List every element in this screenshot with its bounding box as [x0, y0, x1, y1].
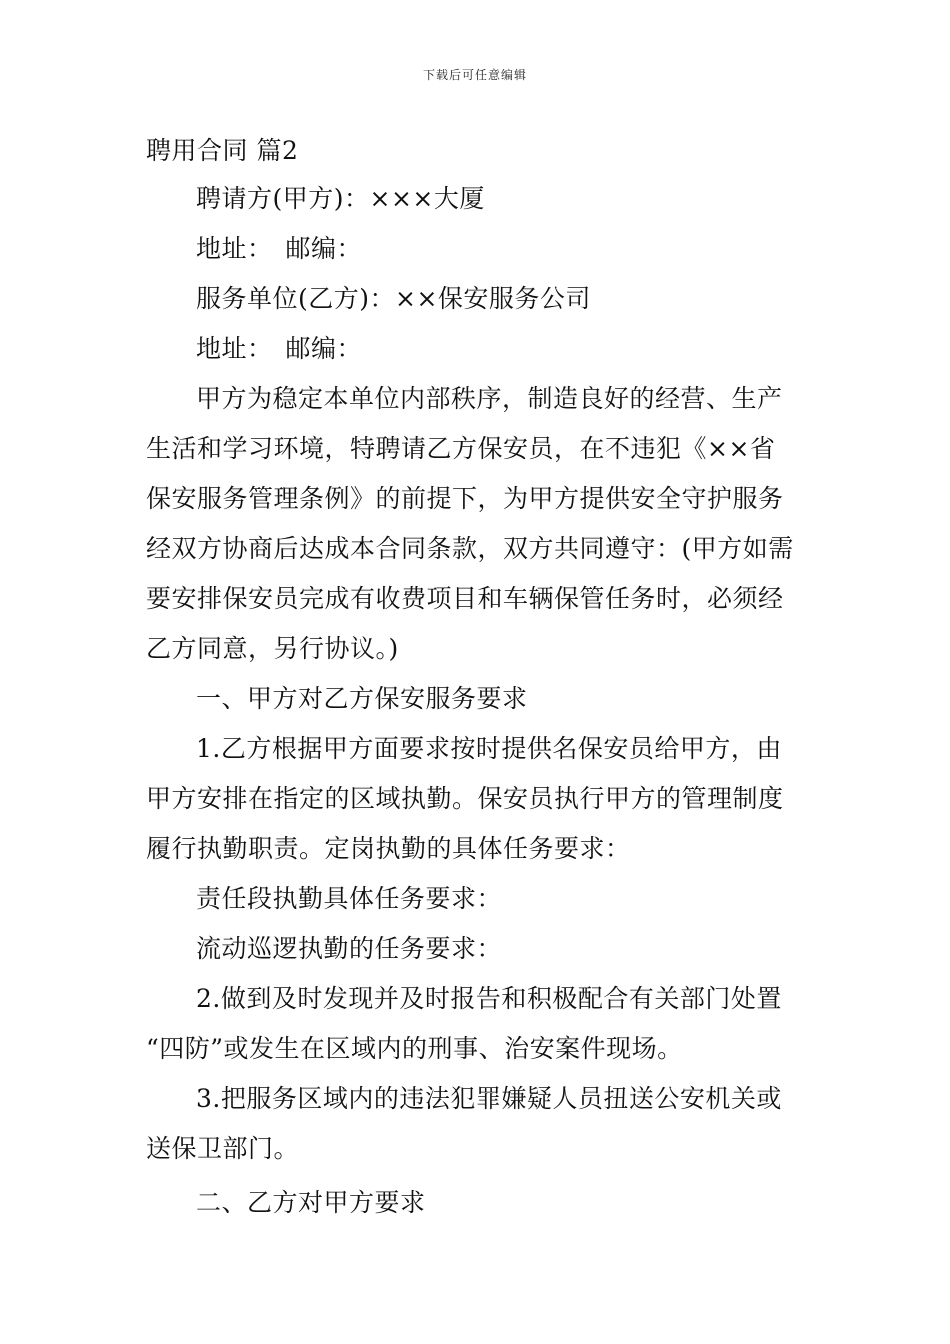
preamble-line: 保安服务管理条例》的前提下，为甲方提供安全守护服务 [146, 484, 784, 513]
document-title: 聘用合同 篇2 [146, 136, 299, 165]
item-2-line: 2.做到及时发现并及时报告和积极配合有关部门处置 [196, 984, 782, 1013]
document-body [146, 128, 810, 1228]
party-a-line: 聘请方(甲方)：×××大厦 [196, 184, 485, 213]
party-a-address-line: 地址： 邮编： [196, 234, 363, 263]
patrol-duty-line: 流动巡逻执勤的任务要求： [196, 934, 503, 963]
item-1-line: 甲方安排在指定的区域执勤。保安员执行甲方的管理制度 [146, 784, 784, 813]
item-3-line: 3.把服务区域内的违法犯罪嫌疑人员扭送公安机关或 [196, 1084, 782, 1113]
preamble-line: 要安排保安员完成有收费项目和车辆保管任务时，必须经 [146, 584, 784, 613]
preamble-line: 甲方为稳定本单位内部秩序，制造良好的经营、生产 [196, 384, 783, 413]
item-2-line: “四防”或发生在区域内的刑事、治安案件现场。 [146, 1034, 683, 1063]
item-3-line: 送保卫部门。 [146, 1134, 300, 1163]
preamble-line: 乙方同意，另行协议。) [146, 634, 399, 663]
duty-segment-line: 责任段执勤具体任务要求： [196, 884, 503, 913]
preamble-line: 经双方协商后达成本合同条款，双方共同遵守：(甲方如需 [146, 534, 794, 563]
section-1-heading: 一、甲方对乙方保安服务要求 [196, 684, 528, 713]
party-b-address-line: 地址： 邮编： [196, 334, 363, 363]
item-1-line: 1.乙方根据甲方面要求按时提供名保安员给甲方，由 [196, 734, 782, 763]
party-b-line: 服务单位(乙方)：××保安服务公司 [196, 284, 591, 313]
preamble-line: 生活和学习环境，特聘请乙方保安员，在不违犯《××省 [146, 434, 776, 463]
header-note: 下载后可任意编辑 [422, 68, 527, 82]
section-2-heading: 二、乙方对甲方要求 [196, 1188, 426, 1217]
item-1-line: 履行执勤职责。定岗执勤的具体任务要求： [146, 834, 631, 863]
